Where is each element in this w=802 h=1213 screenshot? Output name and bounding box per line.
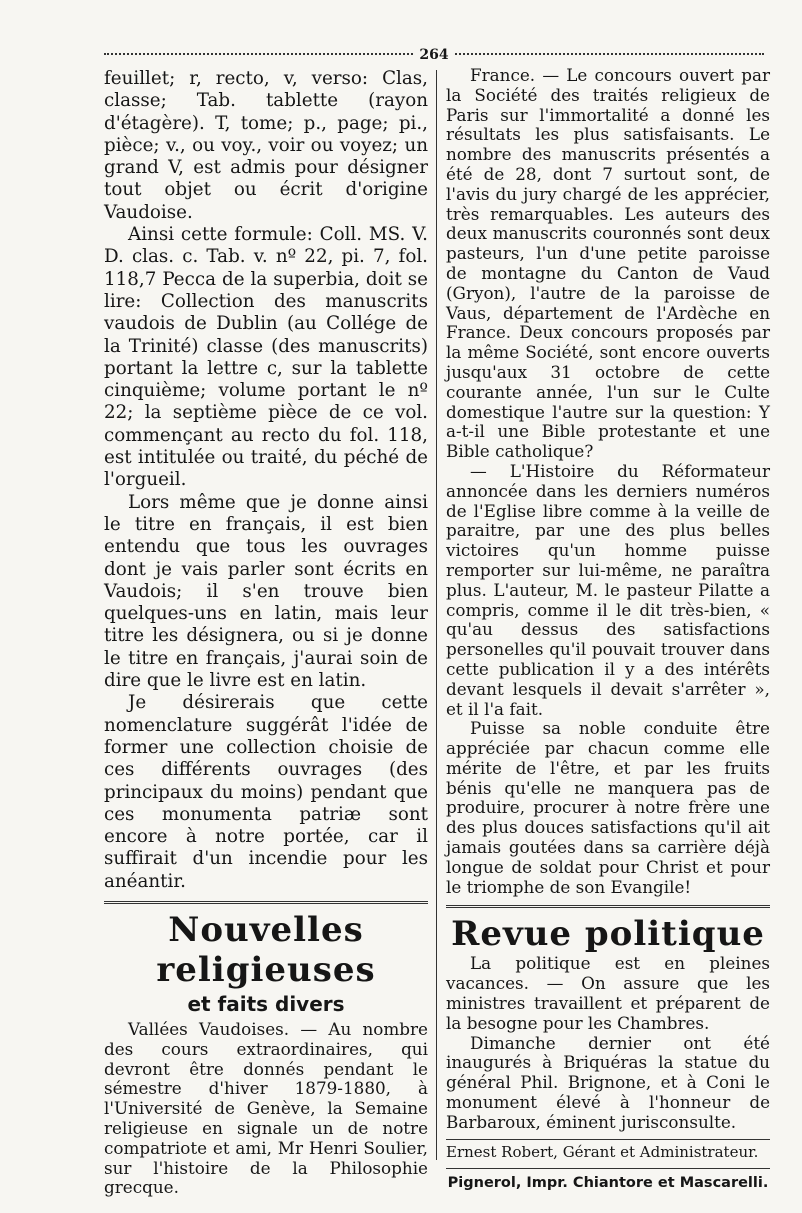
formula-paragraph: Ainsi cette formule: Coll. MS. V. D. clas. c. Tab. v. nº 22, pi. 7, fol. 118,7 Pecca de la superbia, doit se lire: Collection des manuscrits vaudois de Dublin (au Collége de la Trinité) classe (des manuscrits) portant la lettre c, sur la tablette cinquième; volume portant le nº 22; la septième pièce de ce vol. commençant au recto du fol. 118, est intitulée ou traité, du péché de l'orgueil. bbox=[104, 224, 428, 491]
column-divider bbox=[436, 70, 437, 1160]
signature-rule bbox=[446, 1139, 770, 1140]
collection-paragraph: Je désirerais que cette nomenclature suggérât l'idée de former une collection choisie de ces différents ouvrages (des principaux du moins) pendant que ces monumenta patriæ sont encore à notre portée, car il suffirait d'un incendie pour les anéantir. bbox=[104, 692, 428, 892]
politics-item-inaugurations: Dimanche dernier ont été inaugurés à Briquéras la statue du général Phil. Brignone, et à Coni le monument élevé à l'honneur de Barbaroux, éminent jurisconsulte. bbox=[446, 1032, 770, 1132]
news-item-vallees: Vallées Vaudoises. — Au nombre des cours extraordinaires, qui devront être donnés pendant le sémestre d'hiver 1879-1880, à l'Université de Genève, la Semaine religieuse en signale un de notre compatriote et ami, Mr Henri Soulier, sur l'histoire de la Philosophie grecque. bbox=[104, 1018, 428, 1198]
section-subtitle: et faits divers bbox=[187, 991, 345, 1016]
politics-item-vacances: La politique est en pleines vacances. — On assure que les ministres travaillent et préparent de la besogne pour les Chambres. bbox=[446, 953, 770, 1033]
page-number: 264 bbox=[415, 47, 452, 63]
right-column bbox=[446, 66, 770, 1193]
imprint-rule bbox=[446, 1168, 770, 1169]
page-header bbox=[104, 44, 764, 63]
section-title-politics: Revue politique bbox=[451, 914, 765, 955]
section-rule-right bbox=[446, 905, 770, 908]
imprint: Pignerol, Impr. Chiantore et Mascarelli. bbox=[447, 1174, 769, 1191]
signature: Ernest Robert, Gérant et Administrateur. bbox=[446, 1142, 759, 1161]
news-item-france: France. — Le concours ouvert par la Société des traités religieux de Paris sur l'immortalité a donné les résultats les plus satisfaisants. Le nombre des manuscrits présentés a été de 28, dont 7 surtout sont, de l'avis du jury chargé de les apprécier, très remarquables. Les auteurs des deux manuscrits couronnés sont deux pasteurs, l'un d'une petite paroisse de montagne du Canton de Vaud (Gryon), l'autre de la paroisse de Vaus, département de l'Ardèche en France. Deux concours proposés par la même Société, sont encore ouverts jusqu'aux 31 octobre de cette courante année, l'un sur le Culte domestique l'autre sur la question: Y a-t-il une Bible protestante et une Bible catholique? bbox=[446, 65, 770, 462]
abbreviations-paragraph: feuillet; r, recto, v, verso: Clas, classe; Tab. tablette (rayon d'étagère). T, tome; p., page; pi., pièce; v., ou voy., voir ou voyez; un grand V, est admis pour désigner tout objet ou écrit d'origine Vaudoise. bbox=[104, 68, 428, 223]
titles-paragraph: Lors même que je donne ainsi le titre en français, il est bien entendu que tous les ouvrages dont je vais parler sont écrits en Vaudois; il s'en trouve bien quelques-uns en latin, mais leur titre les désignera, ou si je donne le titre en français, j'aurai soin de dire que le livre est en latin. bbox=[104, 491, 428, 692]
left-column bbox=[104, 68, 428, 1198]
news-item-reformateur: — L'Histoire du Réformateur annoncée dans les derniers numéros de l'Eglise libre comme à la veille de paraitre, par une des plus belles victoires qu'un homme puisse remporter sur lui-même, ne paraîtra plus. L'auteur, M. le pasteur Pilatte a compris, comme il le dit très-bien, « qu'au dessus des satisfactions personelles qu'il pouvait trouver dans cette publication il y a des intérêts devant lesquels il devait s'arrêter », et il l'a fait. bbox=[446, 460, 770, 719]
news-item-puisse: Puisse sa noble conduite être appréciée par chacun comme elle mérite de l'être, et par les fruits bénis qu'elle ne manquera pas de produire, procurer à notre frère une des plus douces satisfactions qu'il ait jamais goutées dans sa carrière déjà longue de soldat pour Christ et pour le triomphe de son Evangile! bbox=[446, 718, 770, 897]
section-rule bbox=[104, 901, 428, 904]
section-title-religious: Nouvelles religieuses bbox=[156, 909, 376, 990]
